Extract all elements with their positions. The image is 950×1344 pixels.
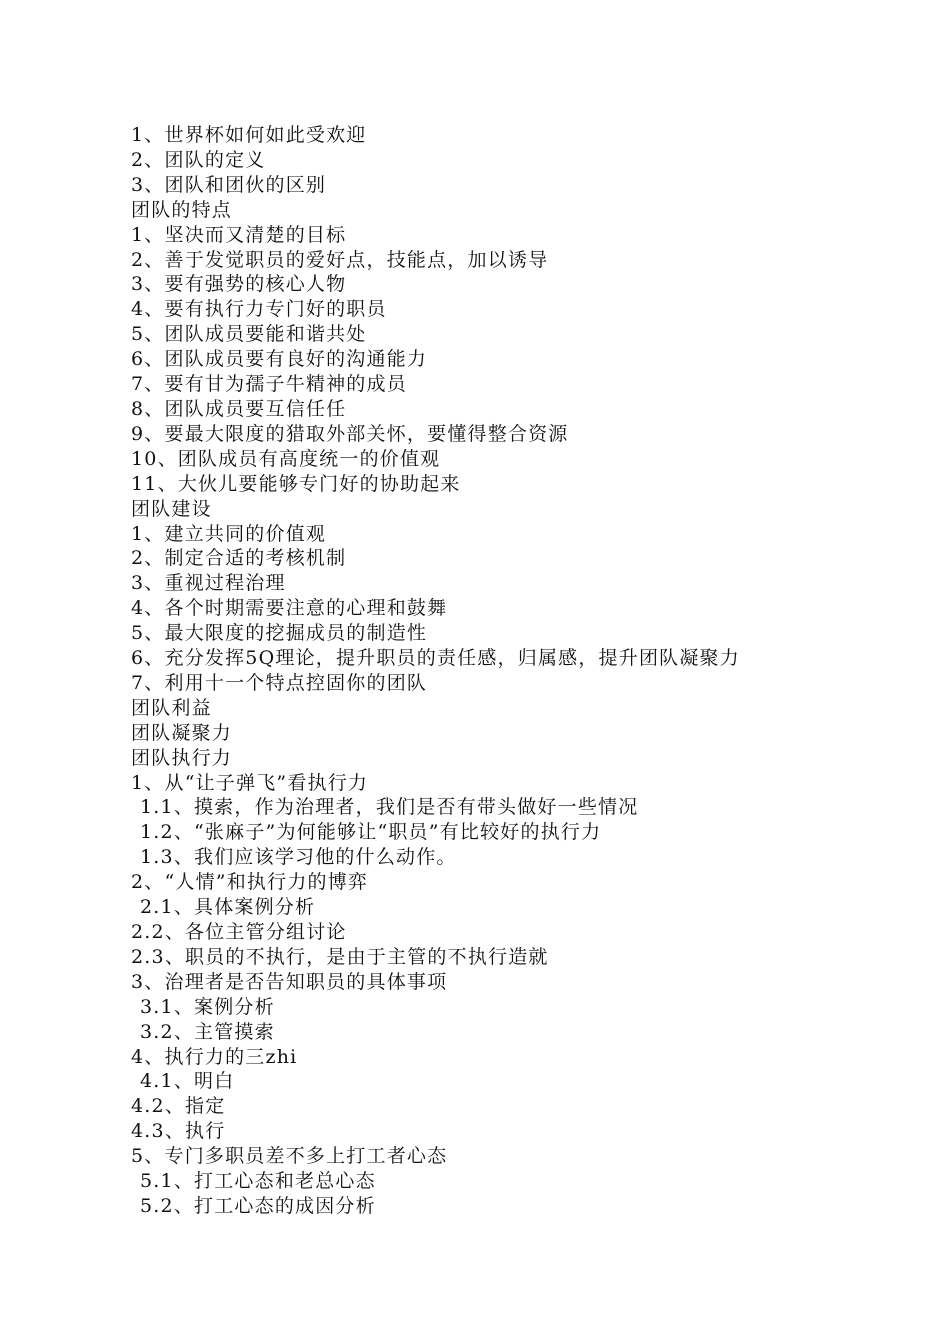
text-line: 4、各个时期需要注意的心理和鼓舞	[131, 597, 448, 620]
sub-item-line: 1.2、“张麻子”为何能够让“职员”有比较好的执行力	[140, 821, 602, 844]
text-line: 4、要有执行力专门好的职员	[131, 298, 387, 321]
sub-item-line: 4.2、指定	[131, 1095, 226, 1118]
section-heading: 团队的特点	[131, 198, 233, 221]
text-line: 6、团队成员要有良好的沟通能力	[131, 348, 428, 371]
text-line: 8、团队成员要互信任任	[131, 397, 347, 420]
text-line: 3、重视过程治理	[131, 572, 286, 595]
text-line: 4、执行力的三zhi	[131, 1045, 298, 1068]
sub-item-line: 1.1、摸索，作为治理者，我们是否有带头做好一些情况	[140, 796, 639, 819]
text-line: 1、世界杯如何如此受欢迎	[131, 124, 367, 146]
sub-item-line: 2.1、具体案例分析	[140, 896, 316, 919]
sub-item-line: 2.2、各位主管分组讨论	[131, 921, 347, 943]
text-line: 3、治理者是否告知职员的具体事项	[131, 970, 448, 993]
text-line: 3、团队和团伙的区别	[131, 173, 327, 196]
text-line: 5、最大限度的挖掘成员的制造性	[131, 622, 428, 645]
text-line: 6、充分发挥5Q理论，提升职员的责任感，归属感，提升团队凝聚力	[131, 647, 740, 670]
sub-item-line: 1.3、我们应该学习他的什么动作。	[140, 846, 457, 869]
sub-item-line: 3.1、案例分析	[140, 995, 275, 1018]
document-body	[131, 123, 911, 1219]
text-line: 9、要最大限度的猎取外部关怀，要懂得整合资源	[131, 422, 569, 445]
text-line: 7、要有甘为孺子牛精神的成员	[131, 373, 407, 396]
text-line: 2、善于发觉职员的爱好点，技能点，加以诱导	[131, 248, 549, 271]
text-line: 5、专门多职员差不多上打工者心态	[131, 1145, 448, 1168]
text-line: 2、团队的定义	[131, 148, 266, 171]
text-line: 5、团队成员要能和谐共处	[131, 323, 367, 346]
text-line: 7、利用十一个特点控固你的团队	[131, 671, 428, 694]
sub-item-line: 4.3、执行	[131, 1120, 226, 1143]
sub-item-line: 3.2、主管摸索	[140, 1020, 275, 1043]
section-heading: 团队凝聚力	[131, 721, 233, 744]
text-line: 2、“人情”和执行力的博弈	[131, 871, 369, 894]
text-line: 1、坚决而又清楚的目标	[131, 223, 347, 246]
text-line: 1、建立共同的价值观	[131, 522, 327, 545]
section-heading: 团队建设	[131, 497, 212, 520]
sub-item-line: 5.1、打工心态和老总心态	[140, 1170, 376, 1193]
sub-item-line: 2.3、职员的不执行，是由于主管的不执行造就	[131, 945, 549, 968]
text-line: 3、要有强势的核心人物	[131, 273, 347, 296]
text-line: 11、大伙儿要能够专门好的协助起来	[131, 472, 461, 495]
section-heading: 团队利益	[131, 696, 212, 719]
text-line: 1、从“让子弹飞”看执行力	[131, 771, 369, 794]
text-line: 10、团队成员有高度统一的价值观	[131, 447, 441, 470]
sub-item-line: 4.1、明白	[140, 1070, 235, 1093]
sub-item-line: 5.2、打工心态的成因分析	[140, 1194, 376, 1217]
section-heading: 团队执行力	[131, 746, 233, 769]
text-line: 2、制定合适的考核机制	[131, 547, 347, 570]
